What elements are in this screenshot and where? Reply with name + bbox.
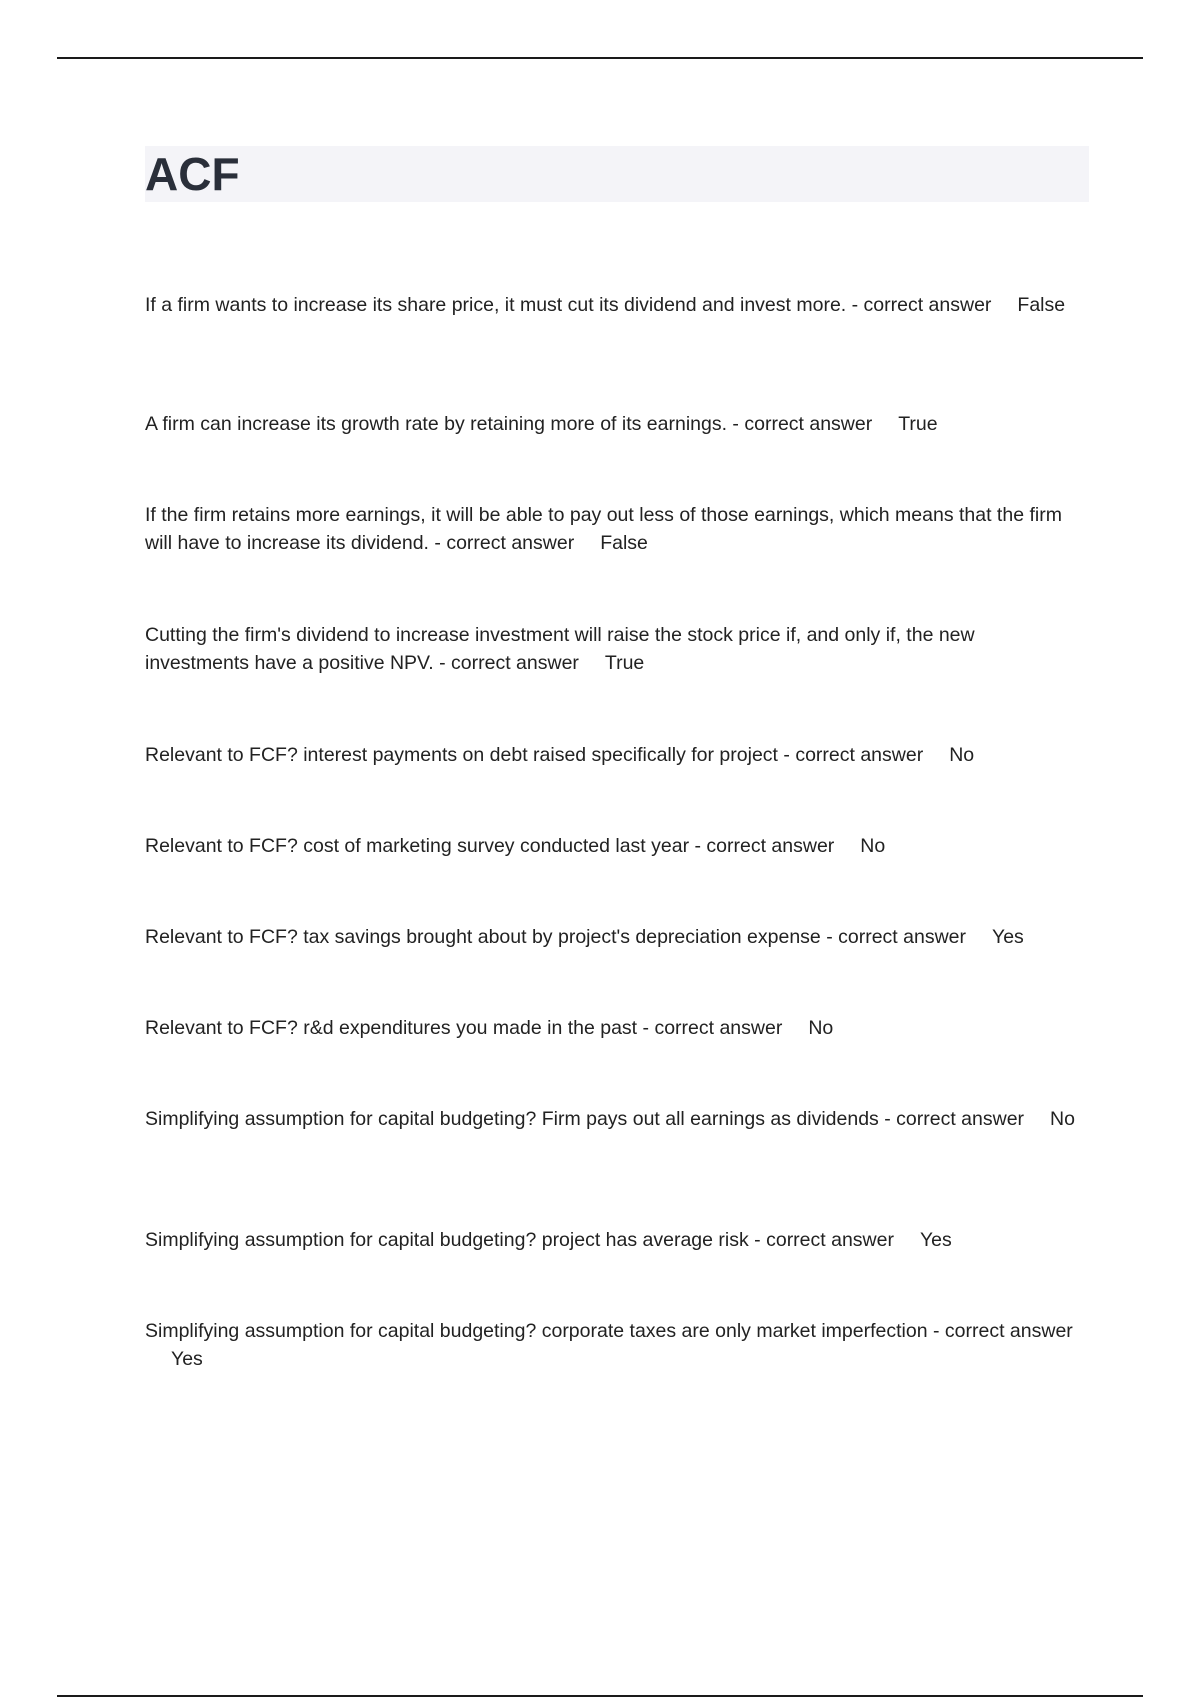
qa-item	[145, 1226, 1075, 1254]
answer-value: Yes	[171, 1348, 203, 1370]
answer-value: No	[949, 744, 975, 766]
answer-value: No	[808, 1017, 834, 1039]
answer-label: correct answer	[838, 926, 966, 948]
question-text: Relevant to FCF? tax savings brought about by project's depreciation expense	[145, 926, 821, 948]
answer-label: correct answer	[654, 1017, 783, 1039]
question-text: A firm can increase its growth rate by retaining more of its earnings.	[145, 413, 728, 435]
separator: -	[748, 1229, 767, 1251]
qa-item	[145, 923, 1075, 951]
qa-item	[145, 501, 1075, 557]
qa-item	[145, 1014, 1075, 1042]
answer-label: correct answer	[896, 1108, 1025, 1130]
separator: -	[927, 1320, 945, 1342]
separator: -	[689, 835, 707, 857]
separator: -	[727, 413, 745, 435]
question-text: Relevant to FCF? r&d expenditures you made in the past	[145, 1017, 638, 1039]
separator: -	[428, 532, 447, 554]
page-title: ACF	[145, 148, 240, 200]
answer-label: correct answer	[795, 744, 924, 766]
question-text: If the firm retains more earnings, it will be able to pay out less of those earnings, which means that the firm will have to increase its dividend.	[145, 504, 1062, 554]
separator: -	[878, 1108, 897, 1130]
answer-label: correct answer	[706, 835, 835, 857]
answer-value: False	[1017, 294, 1066, 316]
answer-value: No	[860, 835, 886, 857]
answer-value: Yes	[919, 1229, 952, 1251]
question-text: Simplifying assumption for capital budgeting? project has average risk	[145, 1229, 749, 1251]
bottom-divider	[57, 1695, 1143, 1697]
answer-value: True	[604, 652, 645, 674]
title-band	[145, 146, 1089, 202]
answer-value: No	[1050, 1108, 1075, 1130]
question-text: If a firm wants to increase its share price, it must cut its dividend and invest more.	[145, 294, 847, 316]
qa-item	[145, 1317, 1075, 1373]
answer-label: correct answer	[944, 1320, 1073, 1342]
qa-item	[145, 291, 1075, 319]
qa-item	[145, 1105, 1075, 1133]
question-text: Relevant to FCF? cost of marketing survey conducted last year	[145, 835, 690, 857]
separator: -	[433, 652, 452, 674]
separator: -	[777, 744, 796, 766]
separator: -	[820, 926, 839, 948]
answer-label: correct answer	[766, 1229, 894, 1251]
answer-value: False	[600, 532, 648, 554]
qa-item	[145, 832, 1075, 860]
separator: -	[637, 1017, 655, 1039]
top-divider	[57, 57, 1143, 59]
qa-item	[145, 410, 1075, 438]
answer-label: correct answer	[744, 413, 873, 435]
answer-value: Yes	[992, 926, 1024, 948]
separator: -	[846, 294, 864, 316]
answer-value: True	[898, 413, 938, 435]
question-text: Simplifying assumption for capital budgeting? Firm pays out all earnings as dividends	[145, 1108, 879, 1130]
answer-label: correct answer	[446, 532, 575, 554]
answer-label: correct answer	[451, 652, 579, 674]
question-text: Simplifying assumption for capital budgeting? corporate taxes are only market imperfection	[145, 1320, 928, 1342]
qa-item	[145, 741, 1075, 769]
question-text: Cutting the firm's dividend to increase investment will raise the stock price if, and only if, the new investments have a positive NPV.	[145, 624, 975, 674]
question-text: Relevant to FCF? interest payments on debt raised specifically for project	[145, 744, 778, 766]
answer-label: correct answer	[863, 294, 992, 316]
qa-item	[145, 621, 1075, 677]
